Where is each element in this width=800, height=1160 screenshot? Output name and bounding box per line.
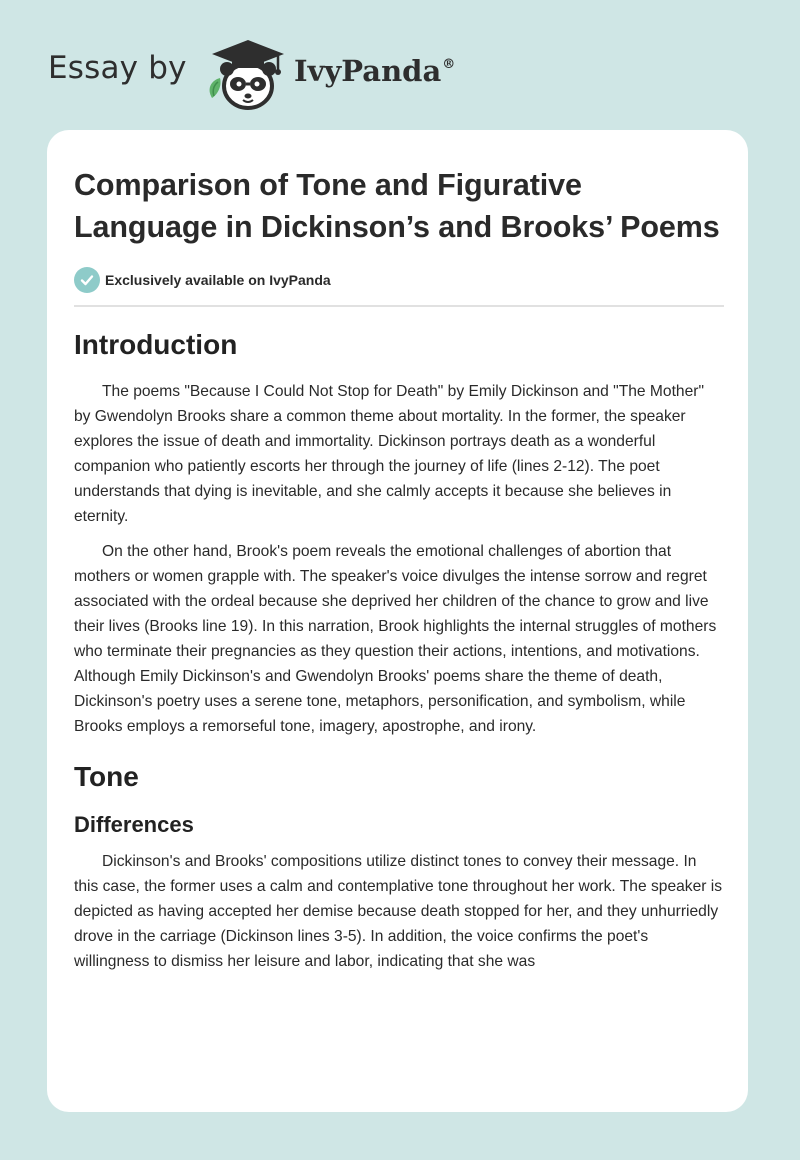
subheading-differences: Differences — [74, 812, 194, 837]
registered-mark: ® — [442, 57, 456, 72]
exclusive-label: Exclusively available on IvyPanda — [105, 272, 331, 288]
exclusive-badge — [74, 266, 724, 294]
paragraph: The poems "Because I Could Not Stop for Death" by Emily Dickinson and "The Mother" by Gwendolyn Brooks share a common theme about mortality. In the former, the speaker explores the issue of death and immortality. Dickinson portrays death as a wonderful companion who patiently escorts her through the journey of life (lines 2-12). The poet understands that dying is inevitable, and she calmly accepts it because she believes in eternity. — [74, 383, 704, 525]
section-heading-tone: Tone — [74, 761, 139, 792]
essay-title: Comparison of Tone and Figurative Language in Dickinson’s and Brooks’ Poems — [74, 168, 720, 244]
panda-logo-icon[interactable] — [202, 36, 292, 112]
site-header — [48, 32, 508, 112]
essay-content — [74, 164, 724, 984]
check-circle-icon — [74, 267, 100, 293]
divider — [74, 305, 724, 307]
section-heading-introduction: Introduction — [74, 329, 238, 360]
brand-name[interactable] — [294, 54, 455, 88]
paragraph: On the other hand, Brook's poem reveals the emotional challenges of abortion that mothers or women grapple with. The speaker's voice divulges the intense sorrow and regret associated with the ordeal because she deprived her children of the chance to grow and live their lives (Brooks line 19). In this narration, Brook highlights the internal struggles of mothers who terminate their pregnancies as they question their actions, intentions, and motivations. Although Emily Dickinson's and Gwendolyn Brooks' poems share the theme of death, Dickinson's poetry uses a serene tone, metaphors, personification, and symbolism, while Brooks employs a remorseful tone, imagery, apostrophe, and irony. — [74, 543, 717, 735]
essay-card — [47, 130, 748, 1112]
paragraph: Dickinson's and Brooks' compositions utilize distinct tones to convey their message. In this case, the former uses a calm and contemplative tone throughout her work. The speaker is depicted as having accepted her demise because death stopped for her, and they unhurriedly drove in the carriage (Dickinson lines 3-5). In addition, the voice confirms the poet's willingness to dismiss her leisure and labor, indicating that she was — [74, 853, 723, 970]
brand-prefix: Essay by — [48, 50, 187, 86]
brand-name-text: IvyPanda — [294, 54, 442, 88]
